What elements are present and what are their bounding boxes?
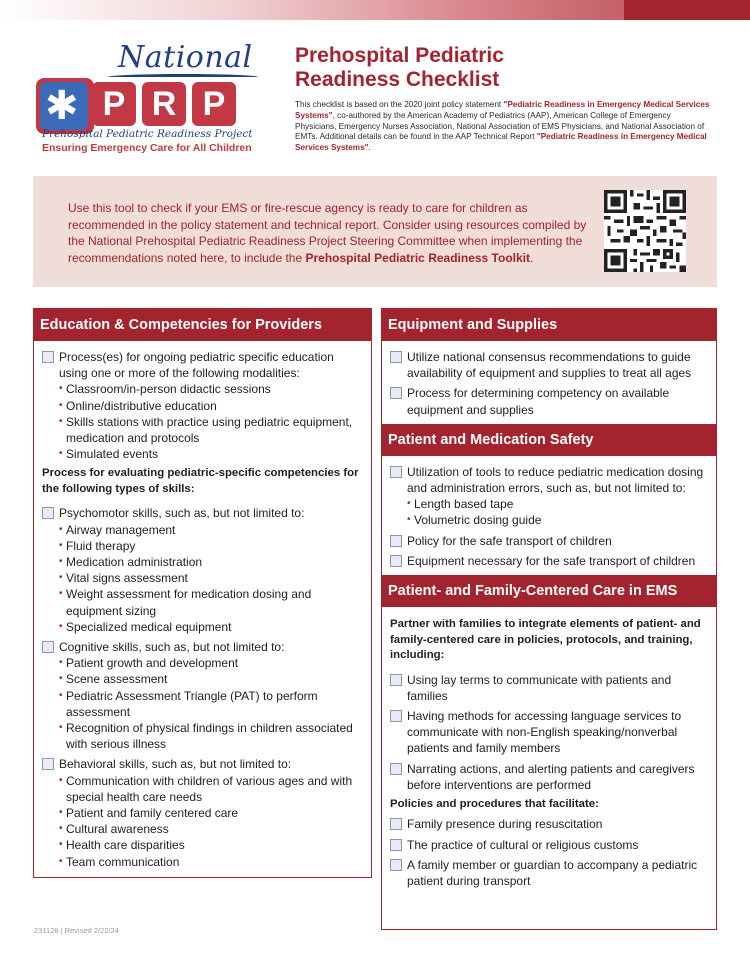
item-text: Having methods for accessing language services to communicate with non-English speaking/nonverbal patients and family members bbox=[407, 708, 682, 756]
list-item: • Vital signs assessment bbox=[59, 570, 363, 586]
competency-subheading: Process for evaluating pediatric-specific competencies for the following types of skills: bbox=[42, 467, 359, 495]
education-content bbox=[34, 341, 371, 870]
intro-paragraph bbox=[295, 100, 710, 154]
behavioral-list bbox=[59, 773, 363, 870]
checkbox[interactable] bbox=[390, 674, 402, 686]
equipment-content bbox=[382, 341, 716, 424]
item-text: A family member or guardian to accompany a pediatric patient during transport bbox=[407, 857, 698, 889]
intro-text-3: . bbox=[368, 143, 371, 153]
logo-project-name: Prehospital Pediatric Readiness Project bbox=[42, 128, 253, 140]
checkbox[interactable] bbox=[390, 859, 402, 871]
item-text: Utilization of tools to reduce pediatric medication dosing and administration errors, such as, but not limited to: bbox=[407, 464, 704, 496]
intro-policy-title: "Pediatric Readiness in Emergency Medical Services Systems" bbox=[295, 100, 710, 120]
checkbox[interactable] bbox=[390, 839, 402, 851]
safety-content bbox=[382, 456, 716, 575]
item-text: Using lay terms to communicate with patients and families bbox=[407, 672, 672, 703]
checklist-item-transport-equipment[interactable] bbox=[390, 553, 708, 569]
equipment-heading: Equipment and Supplies bbox=[382, 309, 716, 341]
checklist-item-ongoing-education[interactable] bbox=[42, 349, 363, 462]
checklist-item-psychomotor[interactable] bbox=[42, 505, 363, 635]
checklist-item-dosing-tools[interactable] bbox=[390, 464, 708, 529]
checklist-item-lay-terms[interactable] bbox=[390, 672, 708, 704]
dosing-tools-list bbox=[407, 496, 708, 528]
list-item: • Specialized medical equipment bbox=[59, 619, 363, 635]
banner-text bbox=[68, 200, 588, 266]
list-item: • Scene assessment bbox=[59, 671, 363, 687]
checkbox[interactable] bbox=[390, 763, 402, 775]
logo-letter-p2: P bbox=[192, 82, 236, 126]
banner-body: Use this tool to check if your EMS or fire-rescue agency is ready to care for children as recommended in the policy statement and technical report. Consider using resources compiled by the National Prehospital Pediatric Readiness Project Steering Committee when implementing the recommendations noted here, to include the bbox=[68, 201, 587, 265]
list-item: • Medication administration bbox=[59, 554, 363, 570]
checkbox[interactable] bbox=[42, 351, 54, 363]
checklist-item-equipment-guide[interactable] bbox=[390, 349, 708, 381]
checklist-item-family-presence[interactable] bbox=[390, 816, 708, 832]
list-item: • Online/distributive education bbox=[59, 398, 363, 414]
item-text: Psychomotor skills, such as, but not limited to: bbox=[59, 506, 305, 521]
list-item: • Length based tape bbox=[407, 496, 708, 512]
policies-subheading: Policies and procedures that facilitate: bbox=[390, 797, 599, 810]
list-item: • Health care disparities bbox=[59, 837, 363, 853]
safety-heading: Patient and Medication Safety bbox=[382, 424, 716, 456]
intro-report-title: "Pediatric Readiness in Emergency Medical Services Systems" bbox=[295, 132, 707, 153]
education-heading: Education & Competencies for Providers bbox=[34, 309, 371, 341]
family-care-content bbox=[382, 607, 716, 889]
logo-prp-letters bbox=[92, 82, 236, 130]
family-care-heading: Patient- and Family-Centered Care in EMS bbox=[382, 575, 716, 607]
list-item: • Simulated events bbox=[59, 446, 363, 462]
star-of-life-icon: ✱ bbox=[45, 84, 79, 128]
checkbox[interactable] bbox=[42, 641, 54, 653]
logo-swoosh bbox=[108, 74, 258, 80]
checklist-item-cultural-customs[interactable] bbox=[390, 837, 708, 853]
logo-national-text: National bbox=[118, 40, 253, 75]
checkbox[interactable] bbox=[390, 555, 402, 567]
list-item: • Patient growth and development bbox=[59, 655, 363, 671]
item-text: Utilize national consensus recommendations to guide availability of equipment and supplies to treat all ages bbox=[407, 350, 692, 381]
list-item: • Cultural awareness bbox=[59, 821, 363, 837]
item-text: Behavioral skills, such as, but not limited to: bbox=[59, 757, 292, 772]
banner-end: . bbox=[530, 250, 534, 265]
checkbox[interactable] bbox=[390, 710, 402, 722]
checklist-item-cognitive[interactable] bbox=[42, 639, 363, 752]
right-column-sections bbox=[381, 308, 717, 930]
item-text: Process(es) for ongoing pediatric specific education using one or more of the following modalities: bbox=[59, 350, 334, 381]
revision-footer: 231128 | Revised 2/22/24 bbox=[34, 926, 119, 935]
list-item: • Recognition of physical findings in children associated with serious illness bbox=[59, 720, 363, 752]
checklist-item-transport-policy[interactable] bbox=[390, 533, 708, 549]
list-item: • Fluid therapy bbox=[59, 538, 363, 554]
list-item: • Airway management bbox=[59, 522, 363, 538]
item-text: Family presence during resuscitation bbox=[407, 817, 603, 832]
item-text: Narrating actions, and alerting patients and caregivers before interventions are performed bbox=[407, 761, 695, 792]
toolkit-link[interactable]: Prehospital Pediatric Readiness Toolkit bbox=[305, 250, 530, 265]
checkbox[interactable] bbox=[42, 507, 54, 519]
checkbox[interactable] bbox=[390, 535, 402, 547]
national-prp-logo bbox=[30, 40, 265, 162]
item-text: The practice of cultural or religious customs bbox=[407, 837, 639, 852]
checkbox[interactable] bbox=[390, 387, 402, 399]
checkbox[interactable] bbox=[390, 351, 402, 363]
list-item: • Team communication bbox=[59, 854, 363, 870]
list-item: • Classroom/in-person didactic sessions bbox=[59, 381, 363, 397]
checklist-item-behavioral[interactable] bbox=[42, 756, 363, 869]
logo-letter-r: R bbox=[142, 82, 186, 126]
item-text: Process for determining competency on available equipment and supplies bbox=[407, 386, 670, 417]
item-text: Equipment necessary for the safe transport of children bbox=[407, 553, 696, 568]
top-accent-bar bbox=[624, 0, 750, 20]
list-item: • Communication with children of various ages and with special health care needs bbox=[59, 773, 363, 805]
cognitive-list bbox=[59, 655, 363, 752]
item-text: Policy for the safe transport of children bbox=[407, 533, 612, 548]
list-item: • Volumetric dosing guide bbox=[407, 512, 708, 528]
intro-text-1: This checklist is based on the 2020 joint policy statement bbox=[295, 100, 504, 109]
logo-letter-p1: P bbox=[92, 82, 136, 126]
checklist-item-family-accompany[interactable] bbox=[390, 857, 708, 889]
list-item: • Skills stations with practice using pediatric equipment, medication and protocols bbox=[59, 414, 363, 446]
checkbox[interactable] bbox=[390, 818, 402, 830]
checklist-item-language-services[interactable] bbox=[390, 708, 708, 757]
list-item: • Weight assessment for medication dosing and equipment sizing bbox=[59, 586, 363, 618]
checklist-item-equipment-competency[interactable] bbox=[390, 385, 708, 417]
family-subheading: Partner with families to integrate elements of patient- and family-centered care in policies, protocols, and training, including: bbox=[390, 618, 701, 662]
list-item: • Pediatric Assessment Triangle (PAT) to perform assessment bbox=[59, 688, 363, 720]
list-item: • Patient and family centered care bbox=[59, 805, 363, 821]
intro-text-2: , co-authored by the American Academy of Pediatrics (AAP), American College of Emergency Physicians, Emergency Nurses Association, National Association of EMS Physicians, and National Association of EMTs. Additional details can be found in the AAP Technical Report bbox=[295, 110, 705, 142]
education-section bbox=[33, 308, 372, 878]
item-text: Cognitive skills, such as, but not limited to: bbox=[59, 640, 285, 655]
psychomotor-list bbox=[59, 522, 363, 635]
checkbox[interactable] bbox=[42, 758, 54, 770]
logo-tagline: Ensuring Emergency Care for All Children bbox=[42, 142, 252, 154]
checkbox[interactable] bbox=[390, 466, 402, 478]
modalities-list bbox=[59, 381, 363, 462]
checklist-item-narrating[interactable] bbox=[390, 761, 708, 793]
page-title: Prehospital Pediatric Readiness Checklist bbox=[295, 44, 504, 91]
usage-banner bbox=[33, 176, 717, 287]
qr-code-icon[interactable] bbox=[604, 190, 686, 272]
